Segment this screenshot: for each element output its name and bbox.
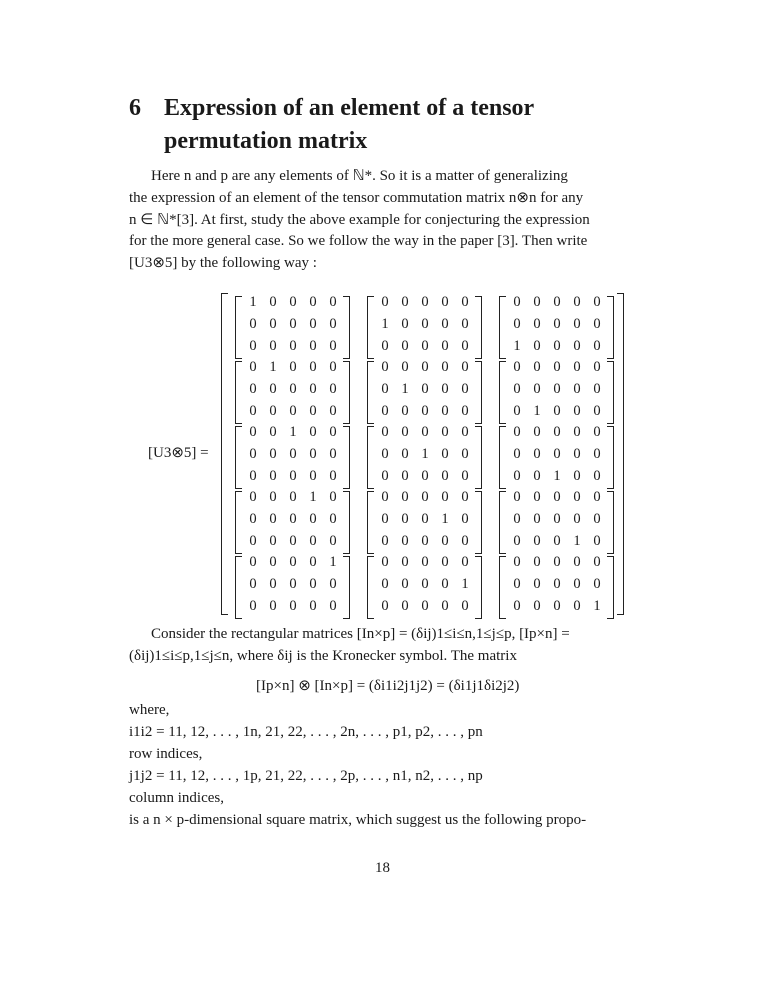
matrix-entry: 0 xyxy=(381,424,389,441)
matrix-entry: 0 xyxy=(513,489,521,506)
matrix-entry: 0 xyxy=(401,359,409,376)
outer-right-bracket xyxy=(617,293,624,615)
matrix-entry: 0 xyxy=(593,576,601,593)
row-indices-equation: i1i2 = 11, 12, . . . , 1n, 21, 22, . . . , 2n, . . . , p1, p2, . . . , pn xyxy=(129,724,483,740)
matrix-entry: 0 xyxy=(533,424,541,441)
matrix-entry: 0 xyxy=(421,576,429,593)
matrix-entry: 0 xyxy=(533,576,541,593)
block-left-bracket xyxy=(499,296,506,359)
matrix-entry: 0 xyxy=(533,359,541,376)
matrix-entry: 0 xyxy=(401,467,409,484)
matrix-entry: 1 xyxy=(269,359,277,376)
matrix-entry: 1 xyxy=(593,597,601,614)
matrix-entry: 0 xyxy=(289,359,297,376)
matrix-entry: 0 xyxy=(309,554,317,571)
consider-line-2: (δij)1≤i≤p,1≤j≤n, where δij is the Kronecker symbol. The matrix xyxy=(129,647,517,664)
block-right-bracket xyxy=(475,556,482,619)
matrix-entry: 0 xyxy=(461,424,469,441)
matrix-entry: 0 xyxy=(573,511,581,528)
matrix-entry: 0 xyxy=(553,381,561,398)
block-left-bracket xyxy=(235,491,242,554)
matrix-entry: 0 xyxy=(461,489,469,506)
matrix-entry: 0 xyxy=(401,424,409,441)
matrix-entry: 0 xyxy=(421,554,429,571)
matrix-entry: 0 xyxy=(461,597,469,614)
matrix-entry: 0 xyxy=(573,467,581,484)
matrix-entry: 0 xyxy=(593,402,601,419)
matrix-entry: 0 xyxy=(421,402,429,419)
matrix-entry: 0 xyxy=(289,532,297,549)
section-number: 6 xyxy=(129,95,141,121)
block-right-bracket xyxy=(475,491,482,554)
matrix-block xyxy=(243,357,343,422)
matrix-entry: 1 xyxy=(573,532,581,549)
matrix-entry: 0 xyxy=(329,402,337,419)
matrix-entry: 0 xyxy=(309,402,317,419)
matrix-entry: 0 xyxy=(441,597,449,614)
matrix-entry: 0 xyxy=(329,532,337,549)
matrix-entry: 0 xyxy=(401,576,409,593)
matrix-entry: 0 xyxy=(553,597,561,614)
matrix-entry: 0 xyxy=(381,402,389,419)
matrix-entry: 0 xyxy=(533,467,541,484)
matrix-entry: 0 xyxy=(573,424,581,441)
block-left-bracket xyxy=(367,361,374,424)
matrix-block xyxy=(375,487,475,552)
block-right-bracket xyxy=(343,361,350,424)
matrix-entry: 0 xyxy=(329,294,337,311)
matrix-entry: 0 xyxy=(329,446,337,463)
intro-line-1: Here n and p are any elements of ℕ*. So it is a matter of generalizing xyxy=(151,168,568,184)
matrix-entry: 0 xyxy=(573,489,581,506)
matrix-entry: 0 xyxy=(553,446,561,463)
outer-left-bracket xyxy=(221,293,228,615)
matrix-entry: 0 xyxy=(573,446,581,463)
consider-line-1: Consider the rectangular matrices [In×p] = (δij)1≤i≤n,1≤j≤p, [Ip×n] = xyxy=(151,626,570,642)
matrix-entry: 0 xyxy=(461,467,469,484)
column-indices-equation: j1j2 = 11, 12, . . . , 1p, 21, 22, . . . , 2p, . . . , n1, n2, . . . , np xyxy=(129,768,483,784)
column-indices-label: column indices, xyxy=(129,790,224,806)
matrix-entry: 0 xyxy=(329,489,337,506)
block-right-bracket xyxy=(343,296,350,359)
matrix-entry: 0 xyxy=(329,511,337,528)
matrix-entry: 0 xyxy=(593,511,601,528)
matrix-entry: 0 xyxy=(553,316,561,333)
matrix-entry: 0 xyxy=(513,532,521,549)
matrix-entry: 0 xyxy=(401,337,409,354)
matrix-entry: 0 xyxy=(329,316,337,333)
matrix-block xyxy=(507,357,607,422)
matrix-entry: 0 xyxy=(441,381,449,398)
matrix-block xyxy=(243,292,343,357)
matrix-entry: 0 xyxy=(381,446,389,463)
matrix-entry: 0 xyxy=(593,424,601,441)
matrix-entry: 0 xyxy=(421,467,429,484)
matrix-entry: 0 xyxy=(461,554,469,571)
matrix-block xyxy=(507,292,607,357)
section-title: Expression of an element of a tensor permutation matrix xyxy=(164,95,534,154)
matrix-entry: 0 xyxy=(533,381,541,398)
matrix-entry: 0 xyxy=(421,381,429,398)
block-left-bracket xyxy=(367,426,374,489)
matrix-entry: 0 xyxy=(381,597,389,614)
matrix-entry: 0 xyxy=(593,532,601,549)
matrix-block xyxy=(243,487,343,552)
matrix-entry: 0 xyxy=(461,402,469,419)
matrix-entry: 0 xyxy=(249,597,257,614)
matrix-entry: 0 xyxy=(289,489,297,506)
matrix-entry: 1 xyxy=(309,489,317,506)
matrix-entry: 0 xyxy=(289,554,297,571)
matrix-entry: 0 xyxy=(269,337,277,354)
matrix-entry: 0 xyxy=(401,402,409,419)
matrix-entry: 1 xyxy=(421,446,429,463)
block-right-bracket xyxy=(343,491,350,554)
matrix-entry: 0 xyxy=(553,554,561,571)
matrix-entry: 0 xyxy=(309,337,317,354)
block-right-bracket xyxy=(475,296,482,359)
matrix-entry: 0 xyxy=(401,446,409,463)
block-left-bracket xyxy=(499,361,506,424)
matrix-entry: 0 xyxy=(309,316,317,333)
matrix-entry: 0 xyxy=(461,532,469,549)
matrix-entry: 0 xyxy=(269,511,277,528)
matrix-entry: 0 xyxy=(593,381,601,398)
matrix-entry: 0 xyxy=(329,359,337,376)
matrix-entry: 0 xyxy=(513,402,521,419)
matrix-entry: 0 xyxy=(289,467,297,484)
matrix-entry: 0 xyxy=(401,554,409,571)
matrix-entry: 0 xyxy=(421,424,429,441)
matrix-entry: 1 xyxy=(249,294,257,311)
block-left-bracket xyxy=(499,426,506,489)
block-right-bracket xyxy=(475,361,482,424)
matrix-entry: 0 xyxy=(421,532,429,549)
consider-paragraph xyxy=(129,624,615,668)
block-right-bracket xyxy=(607,556,614,619)
matrix-entry: 0 xyxy=(421,511,429,528)
matrix-entry: 0 xyxy=(441,532,449,549)
matrix-entry: 0 xyxy=(401,511,409,528)
matrix-entry: 0 xyxy=(329,597,337,614)
matrix-entry: 1 xyxy=(513,337,521,354)
matrix-entry: 0 xyxy=(269,424,277,441)
matrix-entry: 1 xyxy=(329,554,337,571)
matrix-entry: 0 xyxy=(461,446,469,463)
matrix-entry: 0 xyxy=(513,554,521,571)
matrix-entry: 0 xyxy=(573,359,581,376)
matrix-entry: 1 xyxy=(533,402,541,419)
matrix-entry: 0 xyxy=(309,381,317,398)
matrix-entry: 0 xyxy=(269,576,277,593)
block-left-bracket xyxy=(499,491,506,554)
matrix-entry: 0 xyxy=(381,337,389,354)
matrix-entry: 0 xyxy=(513,424,521,441)
intro-line-4: for the more general case. So we follow the way in the paper [3]. Then write xyxy=(129,233,588,250)
matrix-entry: 0 xyxy=(533,337,541,354)
matrix-entry: 0 xyxy=(289,446,297,463)
matrix-entry: 1 xyxy=(441,511,449,528)
matrix-entry: 0 xyxy=(381,359,389,376)
matrix-entry: 0 xyxy=(441,359,449,376)
matrix-entry: 0 xyxy=(553,402,561,419)
matrix-entry: 0 xyxy=(593,294,601,311)
matrix-entry: 0 xyxy=(309,424,317,441)
matrix-entry: 0 xyxy=(329,467,337,484)
matrix-entry: 0 xyxy=(533,554,541,571)
matrix-entry: 0 xyxy=(289,402,297,419)
matrix-block xyxy=(507,487,607,552)
matrix-entry: 0 xyxy=(381,381,389,398)
closing-sentence: is a n × p-dimensional square matrix, which suggest us the following propo- xyxy=(129,812,587,828)
block-right-bracket xyxy=(607,296,614,359)
matrix-entry: 0 xyxy=(329,576,337,593)
intro-line-2: the expression of an element of the tensor commutation matrix n⊗n for any xyxy=(129,189,584,206)
matrix-entry: 0 xyxy=(269,597,277,614)
matrix-entry: 0 xyxy=(421,316,429,333)
matrix-entry: 0 xyxy=(513,446,521,463)
matrix-entry: 0 xyxy=(269,554,277,571)
block-left-bracket xyxy=(499,556,506,619)
matrix-entry: 0 xyxy=(269,402,277,419)
matrix-entry: 0 xyxy=(573,576,581,593)
matrix-block xyxy=(375,292,475,357)
matrix-entry: 1 xyxy=(461,576,469,593)
matrix-entry: 0 xyxy=(249,402,257,419)
matrix-entry: 0 xyxy=(441,294,449,311)
matrix-entry: 0 xyxy=(593,446,601,463)
matrix-entry: 0 xyxy=(309,294,317,311)
matrix-entry: 0 xyxy=(249,576,257,593)
block-left-bracket xyxy=(235,426,242,489)
matrix-entry: 0 xyxy=(593,337,601,354)
matrix-entry: 0 xyxy=(249,532,257,549)
matrix-entry: 0 xyxy=(381,489,389,506)
matrix-entry: 0 xyxy=(533,316,541,333)
matrix-entry: 0 xyxy=(329,381,337,398)
matrix-entry: 0 xyxy=(289,294,297,311)
matrix-entry: 0 xyxy=(533,511,541,528)
matrix-entry: 1 xyxy=(289,424,297,441)
matrix-entry: 0 xyxy=(381,294,389,311)
matrix-entry: 1 xyxy=(401,381,409,398)
matrix-entry: 0 xyxy=(553,532,561,549)
matrix-entry: 0 xyxy=(441,424,449,441)
matrix-entry: 0 xyxy=(249,467,257,484)
matrix-entry: 0 xyxy=(421,597,429,614)
matrix-block xyxy=(243,552,343,617)
matrix-entry: 0 xyxy=(573,294,581,311)
matrix-entry: 0 xyxy=(593,489,601,506)
matrix-entry: 0 xyxy=(573,381,581,398)
matrix-entry: 1 xyxy=(381,316,389,333)
block-right-bracket xyxy=(475,426,482,489)
matrix-entry: 0 xyxy=(401,294,409,311)
matrix-entry: 0 xyxy=(401,532,409,549)
matrix-entry: 0 xyxy=(441,576,449,593)
matrix-entry: 0 xyxy=(441,337,449,354)
matrix-block xyxy=(243,422,343,487)
matrix-entry: 0 xyxy=(441,554,449,571)
matrix-entry: 0 xyxy=(401,489,409,506)
matrix-entry: 0 xyxy=(573,597,581,614)
matrix-entry: 0 xyxy=(533,294,541,311)
matrix-entry: 0 xyxy=(401,597,409,614)
matrix-entry: 0 xyxy=(249,316,257,333)
matrix-entry: 0 xyxy=(573,402,581,419)
matrix-entry: 0 xyxy=(249,337,257,354)
block-right-bracket xyxy=(343,556,350,619)
block-right-bracket xyxy=(607,426,614,489)
matrix-entry: 0 xyxy=(269,532,277,549)
matrix-entry: 0 xyxy=(513,381,521,398)
matrix-entry: 0 xyxy=(513,294,521,311)
matrix-entry: 0 xyxy=(461,359,469,376)
matrix-entry: 0 xyxy=(249,554,257,571)
matrix-entry: 0 xyxy=(513,359,521,376)
matrix-entry: 0 xyxy=(269,381,277,398)
matrix-entry: 0 xyxy=(269,294,277,311)
intro-paragraph xyxy=(129,166,615,275)
matrix-entry: 0 xyxy=(441,446,449,463)
matrix-entry: 0 xyxy=(249,424,257,441)
matrix-entry: 0 xyxy=(249,381,257,398)
block-right-bracket xyxy=(607,361,614,424)
matrix-entry: 0 xyxy=(309,359,317,376)
matrix-entry: 0 xyxy=(553,489,561,506)
matrix-entry: 0 xyxy=(533,446,541,463)
matrix-entry: 0 xyxy=(421,489,429,506)
matrix-entry: 0 xyxy=(421,359,429,376)
matrix-entry: 0 xyxy=(441,316,449,333)
matrix-entry: 0 xyxy=(309,511,317,528)
matrix-entry: 0 xyxy=(289,337,297,354)
matrix-entry: 0 xyxy=(401,316,409,333)
matrix-entry: 0 xyxy=(593,359,601,376)
row-indices-label: row indices, xyxy=(129,746,203,762)
matrix-entry: 0 xyxy=(573,337,581,354)
matrix-entry: 0 xyxy=(553,337,561,354)
matrix-entry: 0 xyxy=(553,424,561,441)
block-left-bracket xyxy=(235,296,242,359)
matrix-entry: 0 xyxy=(533,489,541,506)
matrix-entry: 0 xyxy=(329,424,337,441)
matrix-entry: 0 xyxy=(533,597,541,614)
matrix-entry: 0 xyxy=(249,489,257,506)
matrix-entry: 0 xyxy=(289,316,297,333)
matrix-entry: 0 xyxy=(513,597,521,614)
block-left-bracket xyxy=(367,491,374,554)
matrix-entry: 0 xyxy=(289,381,297,398)
matrix-entry: 0 xyxy=(573,554,581,571)
matrix-entry: 1 xyxy=(553,467,561,484)
matrix-entry: 0 xyxy=(381,576,389,593)
matrix-entry: 0 xyxy=(441,402,449,419)
matrix-entry: 0 xyxy=(593,316,601,333)
block-left-bracket xyxy=(235,361,242,424)
block-left-bracket xyxy=(367,296,374,359)
matrix-entry: 0 xyxy=(593,467,601,484)
matrix-entry: 0 xyxy=(289,576,297,593)
matrix-entry: 0 xyxy=(593,554,601,571)
matrix-entry: 0 xyxy=(249,359,257,376)
matrix-entry: 0 xyxy=(513,511,521,528)
matrix-entry: 0 xyxy=(513,576,521,593)
matrix-entry: 0 xyxy=(309,532,317,549)
matrix-block xyxy=(507,422,607,487)
matrix-entry: 0 xyxy=(309,597,317,614)
matrix-entry: 0 xyxy=(269,446,277,463)
matrix-entry: 0 xyxy=(309,576,317,593)
matrix-entry: 0 xyxy=(269,489,277,506)
matrix-block xyxy=(375,422,475,487)
matrix-entry: 0 xyxy=(513,467,521,484)
matrix-label: [U3⊗5] = xyxy=(148,445,209,461)
block-right-bracket xyxy=(343,426,350,489)
matrix-entry: 0 xyxy=(441,467,449,484)
matrix-entry: 0 xyxy=(421,337,429,354)
kronecker-equation: [Ip×n] ⊗ [In×p] = (δi1i2j1j2) = (δi1j1δi2j2) xyxy=(256,678,520,694)
matrix-entry: 0 xyxy=(249,446,257,463)
matrix-entry: 0 xyxy=(533,532,541,549)
intro-line-3: n ∈ ℕ*[3]. At first, study the above example for conjecturing the expression xyxy=(129,211,590,228)
matrix-block xyxy=(507,552,607,617)
matrix-entry: 0 xyxy=(461,316,469,333)
matrix-entry: 0 xyxy=(573,316,581,333)
matrix-block xyxy=(375,357,475,422)
block-right-bracket xyxy=(607,491,614,554)
matrix-entry: 0 xyxy=(421,294,429,311)
block-left-bracket xyxy=(367,556,374,619)
matrix-entry: 0 xyxy=(461,294,469,311)
matrix-entry: 0 xyxy=(249,511,257,528)
matrix-entry: 0 xyxy=(309,467,317,484)
matrix-entry: 0 xyxy=(441,489,449,506)
matrix-entry: 0 xyxy=(289,597,297,614)
matrix-entry: 0 xyxy=(553,511,561,528)
page-number: 18 xyxy=(375,860,390,876)
matrix-entry: 0 xyxy=(381,511,389,528)
matrix-entry: 0 xyxy=(461,511,469,528)
matrix-entry: 0 xyxy=(553,294,561,311)
matrix-entry: 0 xyxy=(381,467,389,484)
matrix-entry: 0 xyxy=(269,467,277,484)
matrix-entry: 0 xyxy=(381,532,389,549)
where-label: where, xyxy=(129,702,170,718)
matrix-entry: 0 xyxy=(461,381,469,398)
intro-line-5: [U3⊗5] by the following way : xyxy=(129,255,317,272)
matrix-entry: 0 xyxy=(329,337,337,354)
matrix-entry: 0 xyxy=(461,337,469,354)
matrix-entry: 0 xyxy=(269,316,277,333)
block-left-bracket xyxy=(235,556,242,619)
matrix-entry: 0 xyxy=(553,576,561,593)
matrix-block xyxy=(375,552,475,617)
matrix-entry: 0 xyxy=(513,316,521,333)
matrix-entry: 0 xyxy=(553,359,561,376)
matrix-entry: 0 xyxy=(381,554,389,571)
matrix-entry: 0 xyxy=(289,511,297,528)
matrix-entry: 0 xyxy=(309,446,317,463)
